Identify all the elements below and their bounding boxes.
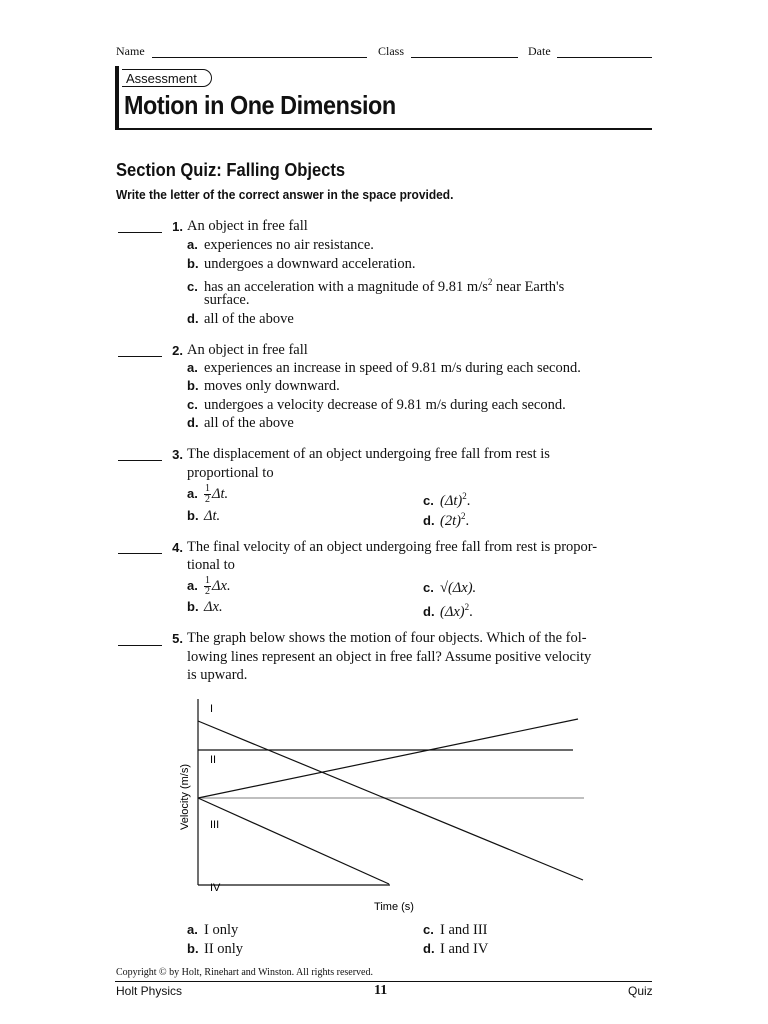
option-text: moves only downward. <box>204 378 340 394</box>
date-label: Date <box>528 44 551 58</box>
option-text: all of the above <box>204 415 294 431</box>
line-label-i: I <box>210 703 214 715</box>
page-title: Motion in One Dimension <box>124 90 396 120</box>
option-text: undergoes a velocity decrease of 9.81 m/s during each second. <box>204 397 566 413</box>
fraction-numerator: 1 <box>205 483 210 494</box>
option-letter: c. <box>423 922 434 937</box>
x-axis-label: Time (s) <box>374 901 414 913</box>
option-letter: b. <box>187 599 199 614</box>
section-title: Section Quiz: Falling Objects <box>116 160 346 180</box>
superscript: 2 <box>487 277 493 287</box>
line-i <box>198 721 583 880</box>
option-text-after: . <box>466 492 471 509</box>
option-text: (Δx) <box>440 603 465 620</box>
superscript: 2 <box>460 511 466 521</box>
option-letter: d. <box>423 512 435 528</box>
footer-book-title: Holt Physics <box>116 984 183 998</box>
option-letter: b. <box>187 378 199 393</box>
option-text: (2t) <box>440 512 461 529</box>
option-2c <box>187 396 566 414</box>
line-iii <box>198 719 578 798</box>
option-3d <box>423 507 469 530</box>
y-axis-label: Velocity (m/s) <box>179 763 191 831</box>
option-5c <box>423 921 488 939</box>
option-letter: d. <box>423 941 435 956</box>
option-2a <box>187 359 581 377</box>
option-2b <box>187 377 340 395</box>
option-letter: b. <box>187 508 199 523</box>
option-letter: c. <box>423 580 434 595</box>
line-iv <box>198 798 389 884</box>
option-letter: b. <box>187 941 199 956</box>
question-number: 4. <box>172 540 183 555</box>
fraction-denominator: 2 <box>205 586 210 597</box>
instructions: Write the letter of the correct answer in the space provided. <box>116 187 454 202</box>
copyright: Copyright © by Holt, Rinehart and Winston. All rights reserved. <box>116 967 373 978</box>
option-letter: a. <box>187 577 198 593</box>
question-number: 2. <box>172 343 183 358</box>
option-4b <box>187 598 223 616</box>
question-number: 5. <box>172 631 183 646</box>
option-letter: d. <box>423 603 435 619</box>
option-text: experiences no air resistance. <box>204 237 374 253</box>
option-text: I and IV <box>440 941 489 957</box>
fraction-numerator: 1 <box>205 575 210 586</box>
class-field[interactable] <box>411 57 518 58</box>
option-5d <box>423 940 488 958</box>
option-text: all of the above <box>204 311 294 327</box>
question-text: lowing lines represent an object in free fall? Assume positive velocity <box>187 649 592 665</box>
superscript: 2 <box>464 602 470 612</box>
option-1b <box>187 255 416 273</box>
option-letter: c. <box>187 278 198 294</box>
option-letter: d. <box>187 311 199 326</box>
question-text: is upward. <box>187 667 248 683</box>
superscript: 2 <box>462 491 467 501</box>
line-label-iii: III <box>210 819 220 831</box>
answer-blank-1[interactable] <box>118 232 162 233</box>
option-text-after: . <box>465 512 470 529</box>
footer-rule <box>115 981 652 982</box>
footer-label: Quiz <box>628 984 653 998</box>
assessment-tab: Assessment <box>122 69 212 87</box>
question-text: An object in free fall <box>187 218 308 234</box>
question-text: The graph below shows the motion of four objects. Which of the fol- <box>187 630 587 646</box>
fraction <box>204 484 211 505</box>
option-2d <box>187 414 294 432</box>
title-rule <box>115 128 652 130</box>
option-4d <box>423 598 473 621</box>
page-number: 11 <box>374 983 388 998</box>
answer-blank-3[interactable] <box>118 460 162 461</box>
option-text: Δx. <box>212 577 231 594</box>
option-letter: a. <box>187 485 198 501</box>
option-4c <box>423 579 476 597</box>
option-text: has an acceleration with a magnitude of 9.81 m/s <box>204 278 488 295</box>
option-text: Δx. <box>204 599 223 615</box>
option-text: undergoes a downward acceleration. <box>204 256 416 272</box>
option-3b <box>187 507 220 525</box>
class-label: Class <box>378 44 405 58</box>
name-label: Name <box>116 44 145 58</box>
option-4a <box>187 576 231 597</box>
option-letter: a. <box>187 360 198 375</box>
option-3a <box>187 484 228 505</box>
answer-blank-4[interactable] <box>118 553 162 554</box>
option-text: II only <box>204 941 244 957</box>
option-1a <box>187 236 374 254</box>
fraction <box>204 576 211 597</box>
option-text: I only <box>204 922 239 938</box>
option-letter: a. <box>187 922 198 937</box>
question-number: 3. <box>172 447 183 462</box>
question-text: The displacement of an object undergoing free fall from rest is <box>187 446 550 462</box>
line-label-ii: II <box>210 754 217 766</box>
option-5b <box>187 940 243 958</box>
option-letter: d. <box>187 415 199 430</box>
option-letter: a. <box>187 237 198 252</box>
question-text: proportional to <box>187 465 274 481</box>
option-letter: c. <box>423 492 434 508</box>
option-text-after: near Earth's <box>492 278 565 295</box>
line-label-iv: IV <box>210 882 221 894</box>
option-letter: c. <box>187 397 198 412</box>
date-field[interactable] <box>557 57 652 58</box>
option-1d <box>187 310 294 328</box>
velocity-time-graph <box>170 695 590 917</box>
name-field[interactable] <box>152 57 367 58</box>
question-text: The final velocity of an object undergoing free fall from rest is propor- <box>187 539 598 555</box>
question-text: An object in free fall <box>187 342 308 358</box>
option-text-after: . <box>469 603 473 620</box>
answer-blank-5[interactable] <box>118 645 162 646</box>
fraction-denominator: 2 <box>205 494 210 505</box>
option-5a <box>187 921 238 939</box>
option-text: I and III <box>440 922 488 938</box>
title-bar <box>115 66 119 129</box>
question-number: 1. <box>172 219 183 234</box>
question-text: tional to <box>187 557 235 573</box>
option-text: √(Δx). <box>440 580 477 596</box>
option-text: (Δt) <box>440 492 463 509</box>
answer-blank-2[interactable] <box>118 356 162 357</box>
option-letter: b. <box>187 256 199 271</box>
option-text: Δt. <box>212 485 229 502</box>
option-text: Δt. <box>204 508 221 524</box>
option-1c-continuation: surface. <box>204 292 250 308</box>
option-text: experiences an increase in speed of 9.81 m/s during each second. <box>204 360 581 376</box>
